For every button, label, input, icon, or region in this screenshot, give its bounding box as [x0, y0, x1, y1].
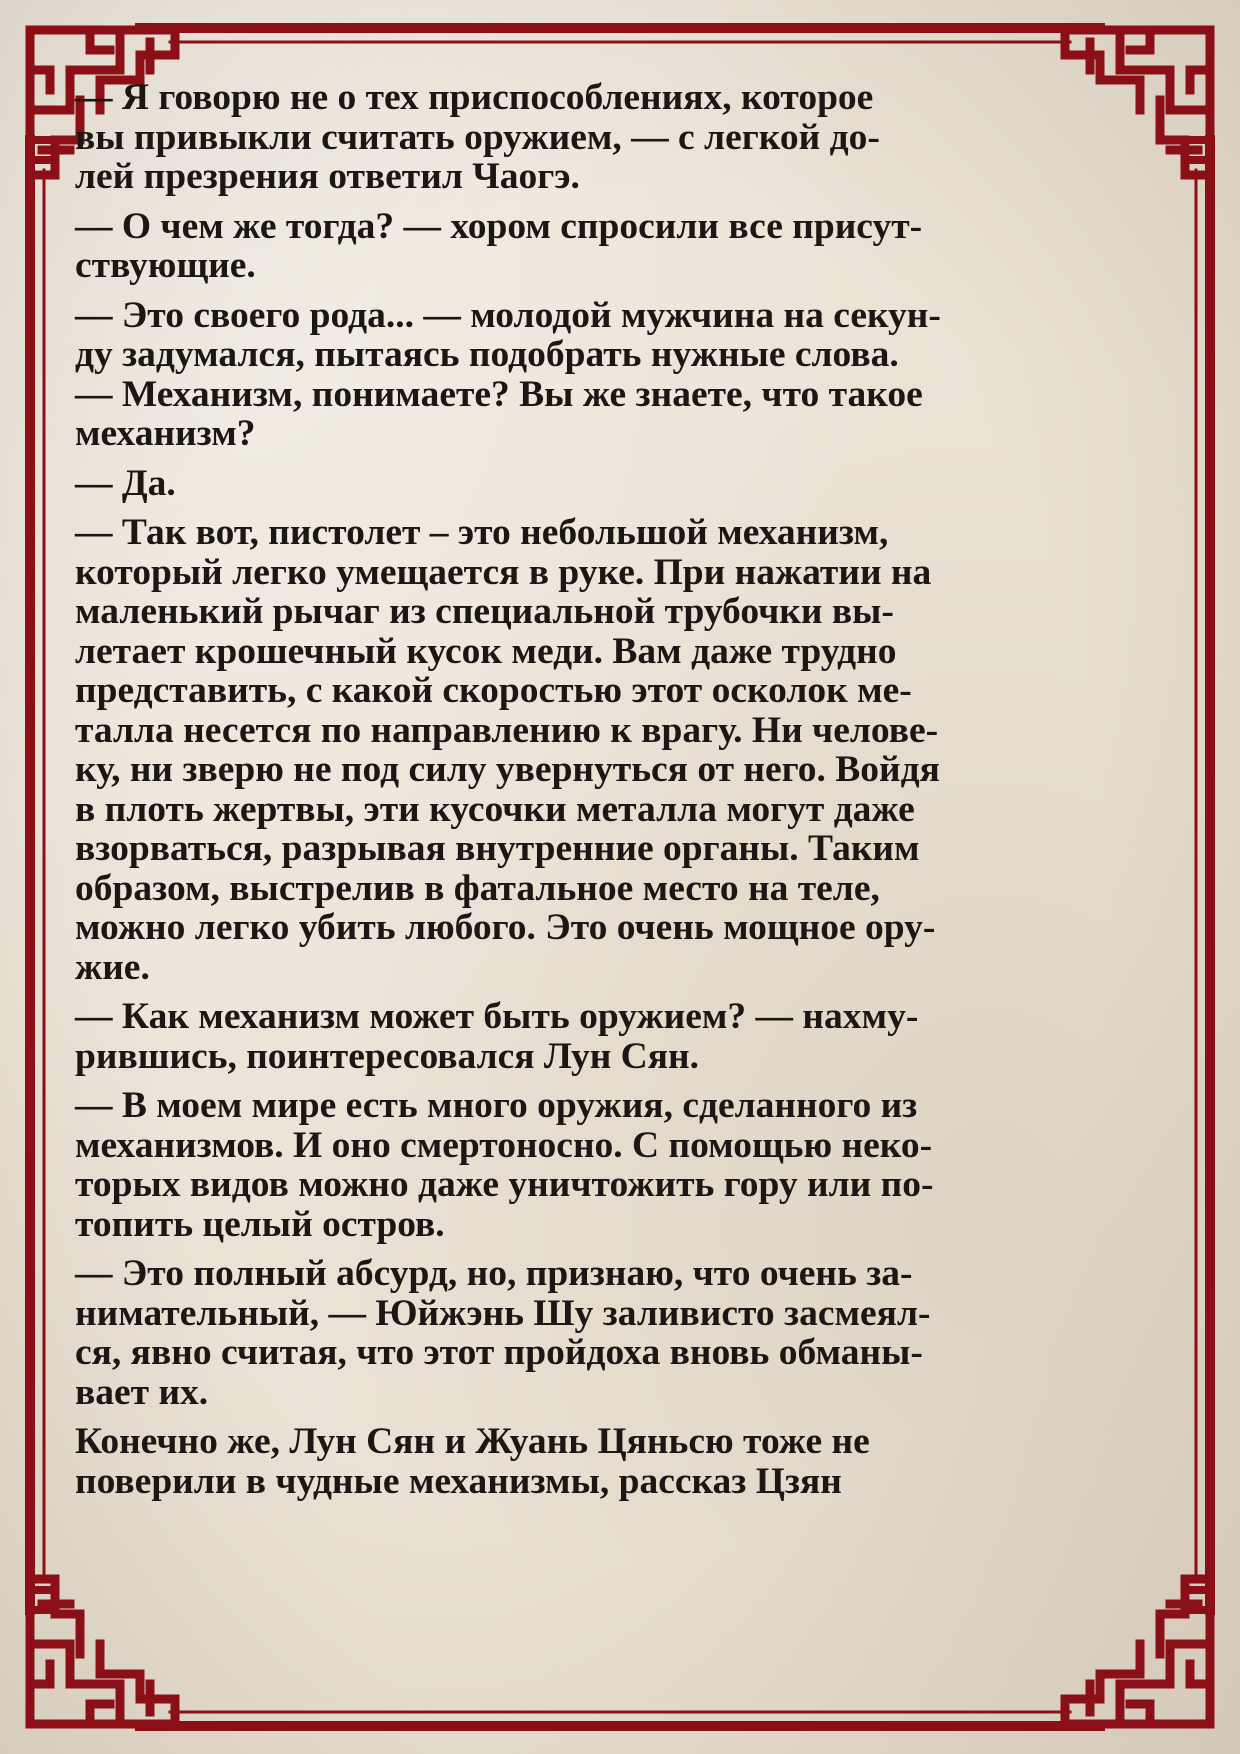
paragraph-1: — Я говорю не о тех приспособлениях, которое вы привыкли считать оружием, — с легкой до- лей презрения ответил Чаогэ. [75, 77, 880, 197]
paragraph-2: — О чем же тогда? — хором спросили все присут- ствующие. [75, 205, 923, 286]
paragraph-8: — Это полный абсурд, но, признаю, что очень за- нимательный, — Юйжэнь Шу заливисто засмеял- ся, явно считая, что этот пройдоха вновь обманы- вает их. [75, 1253, 931, 1413]
page-body [75, 78, 1140, 1511]
paragraph-7: — В моем мире есть много оружия, сделанного из механизмов. И оно смертоносно. С помощью неко- торых видов можно даже уничтожить гору или по- топить целый остров. [75, 1085, 934, 1245]
paragraph-5: — Так вот, пистолет – это небольшой механизм, который легко умещается в руке. При нажатии на маленький рычаг из специальной трубочки вы- летает крошечный кусок меди. Вам даже трудно представить, с какой скоростью этот осколок ме- талла несется по направлению к врагу. Ни челове- ку, ни зверю не под силу увернуться от него. Войдя в плоть жертвы, эти кусочки металла могут даже взорваться, разрывая внутренние органы. Таким образом, выстрелив в фатальное место на теле, можно легко убить любого. Это очень мощное ору- жие. [75, 512, 940, 988]
paragraph-9: Конечно же, Лун Сян и Жуань Цяньсю тоже не поверили в чудные механизмы, рассказ Цзян [75, 1421, 870, 1502]
paragraph-6: — Как механизм может быть оружием? — нахму- рившись, поинтересовался Лун Сян. [75, 996, 919, 1077]
paragraph-4: — Да. [75, 462, 176, 504]
paragraph-3: — Это своего рода... — молодой мужчина на секун- ду задумался, пытаясь подобрать нужные слова. — Механизм, понимаете? Вы же знаете, что такое механизм? [75, 294, 941, 454]
